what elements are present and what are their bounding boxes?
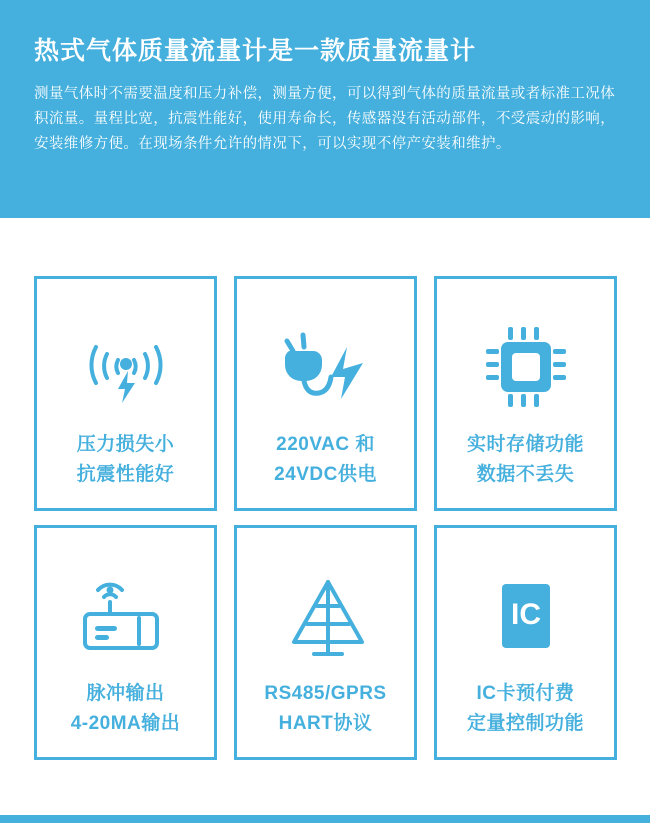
pressure-wave-icon <box>80 309 172 424</box>
feature-card-pressure-loss <box>34 276 217 511</box>
feature-card-label <box>467 430 584 490</box>
feature-label-line2: 抗震性能好 <box>76 464 175 485</box>
feature-label-line2: HART协议 <box>278 713 373 734</box>
feature-label-line2: 4-20MA输出 <box>70 713 181 734</box>
feature-card-label <box>264 679 386 739</box>
header-description: 测量气体时不需要温度和压力补偿，测量方便，可以得到气体的质量流量或者标准工况体积流量。量程比宽，抗震性能好，使用寿命长，传感器没有活动部件，不受震动的影响，安装维修方便。在现场条件允许的情况下，可以实现不停产安装和维护。 <box>34 86 616 152</box>
chip-icon <box>480 309 572 424</box>
feature-label-line2: 24VDC供电 <box>274 464 377 485</box>
ic-card-icon-text: IC <box>510 597 541 631</box>
feature-label-line1: IC卡预付费 <box>476 683 575 704</box>
feature-card-ic-card <box>434 525 617 760</box>
feature-grid <box>34 276 618 760</box>
header-banner <box>0 0 650 218</box>
pulse-output-icon <box>71 558 181 673</box>
feature-card-pulse-output <box>34 525 217 760</box>
power-plug-icon <box>271 309 381 424</box>
feature-label-line1: 压力损失小 <box>76 434 175 455</box>
feature-card-storage <box>434 276 617 511</box>
feature-label-line1: 220VAC 和 <box>276 434 375 455</box>
feature-card-label <box>77 430 175 490</box>
feature-label-line1: RS485/GPRS <box>264 683 387 704</box>
satellite-dish-icon <box>276 558 376 673</box>
feature-card-label <box>274 430 377 490</box>
feature-card-label <box>71 679 181 739</box>
feature-card-label <box>467 679 584 739</box>
feature-card-communication <box>234 525 417 760</box>
feature-card-power-supply <box>234 276 417 511</box>
feature-label-line1: 实时存储功能 <box>466 434 584 455</box>
bottom-accent-bar <box>0 815 650 823</box>
feature-label-line2: 定量控制功能 <box>466 713 584 734</box>
feature-label-line2: 数据不丢失 <box>476 464 575 485</box>
page-title: 热式气体质量流量计是一款质量流量计 <box>34 37 477 65</box>
ic-card-icon <box>480 558 572 673</box>
feature-label-line1: 脉冲输出 <box>86 683 165 704</box>
